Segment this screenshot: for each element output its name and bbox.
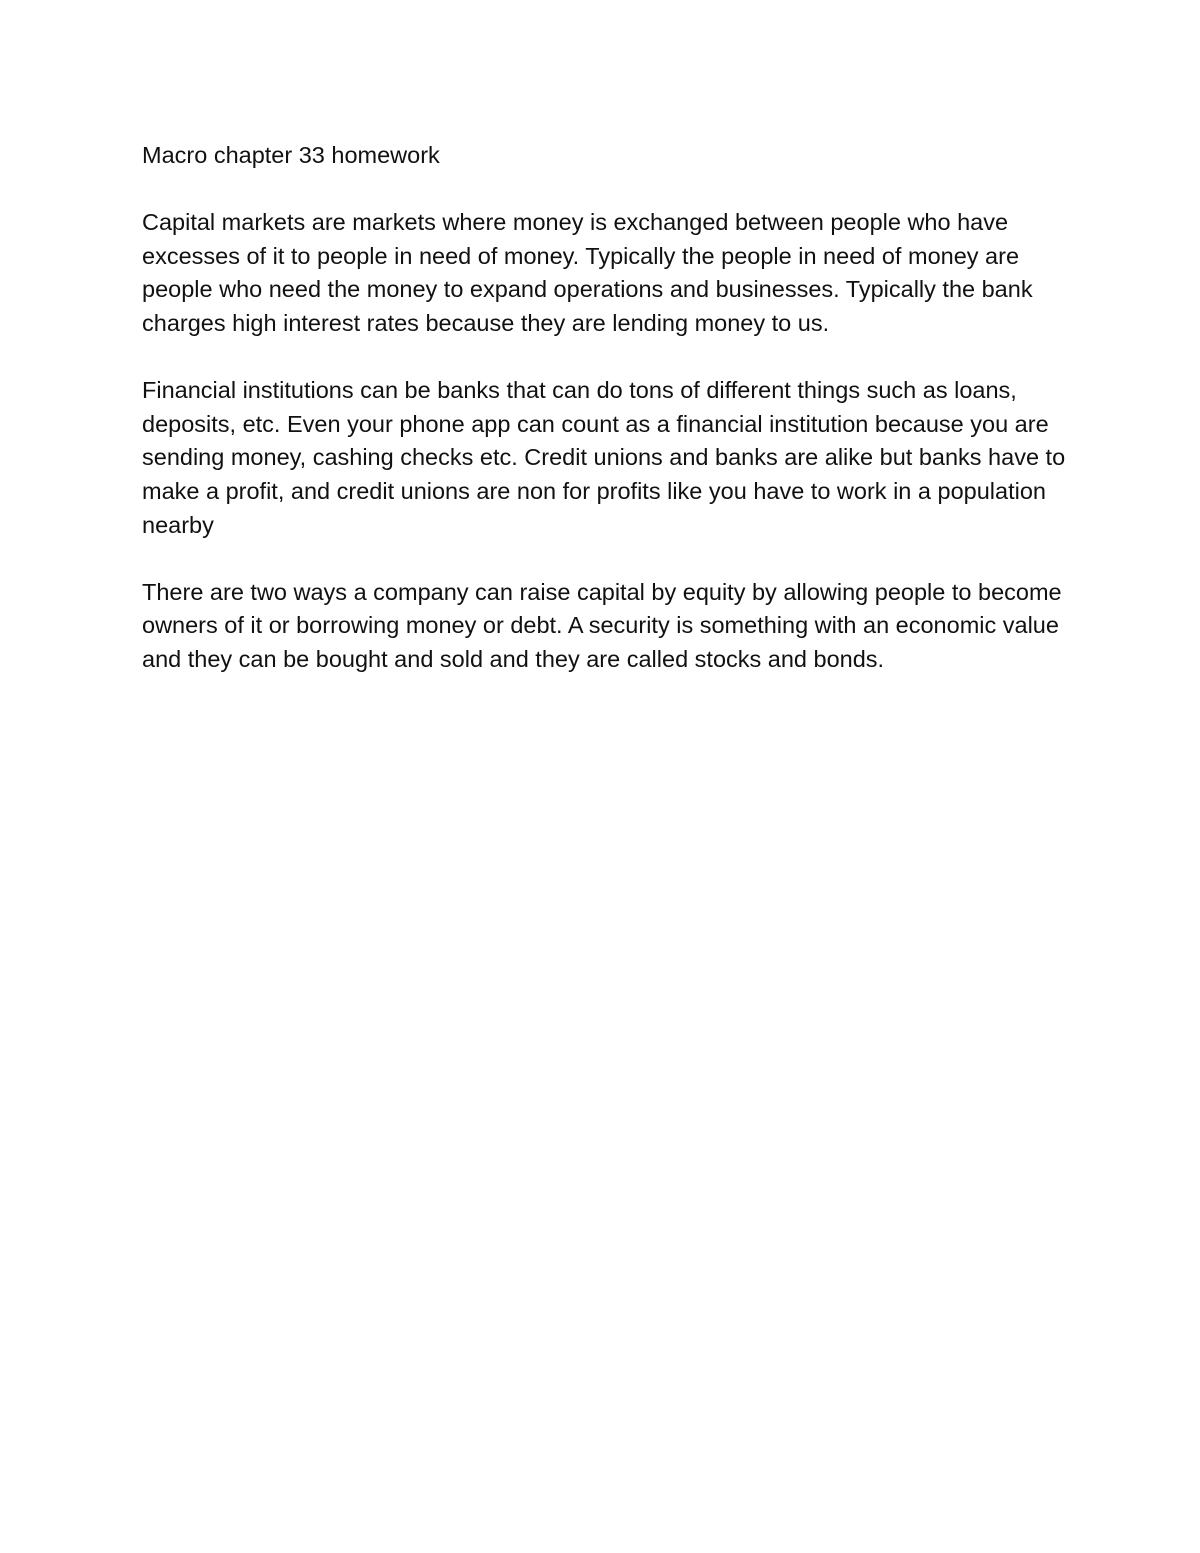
document-title: Macro chapter 33 homework bbox=[142, 142, 440, 168]
paragraph-capital-markets: Capital markets are markets where money is exchanged between people who have excesses of it to people in need of money. Typically the people in need of money are people who need the money to expand operations and businesses. Typically the bank charges high interest rates because they are lending money to us. bbox=[142, 209, 1033, 336]
paragraph-raising-capital: There are two ways a company can raise capital by equity by allowing people to become owners of it or borrowing money or debt. A security is something with an economic value and they can be bought and sold and they are called stocks and bonds. bbox=[142, 578, 1062, 672]
paragraph-financial-institutions: Financial institutions can be banks that can do tons of different things such as loans, deposits, etc. Even your phone app can count as a financial institution because you are sending money, cashing checks etc. Credit unions and banks are alike but banks have to make a profit, and credit unions are non for profits like you have to work in a population nearby bbox=[142, 377, 1066, 538]
document-body bbox=[142, 139, 1072, 710]
